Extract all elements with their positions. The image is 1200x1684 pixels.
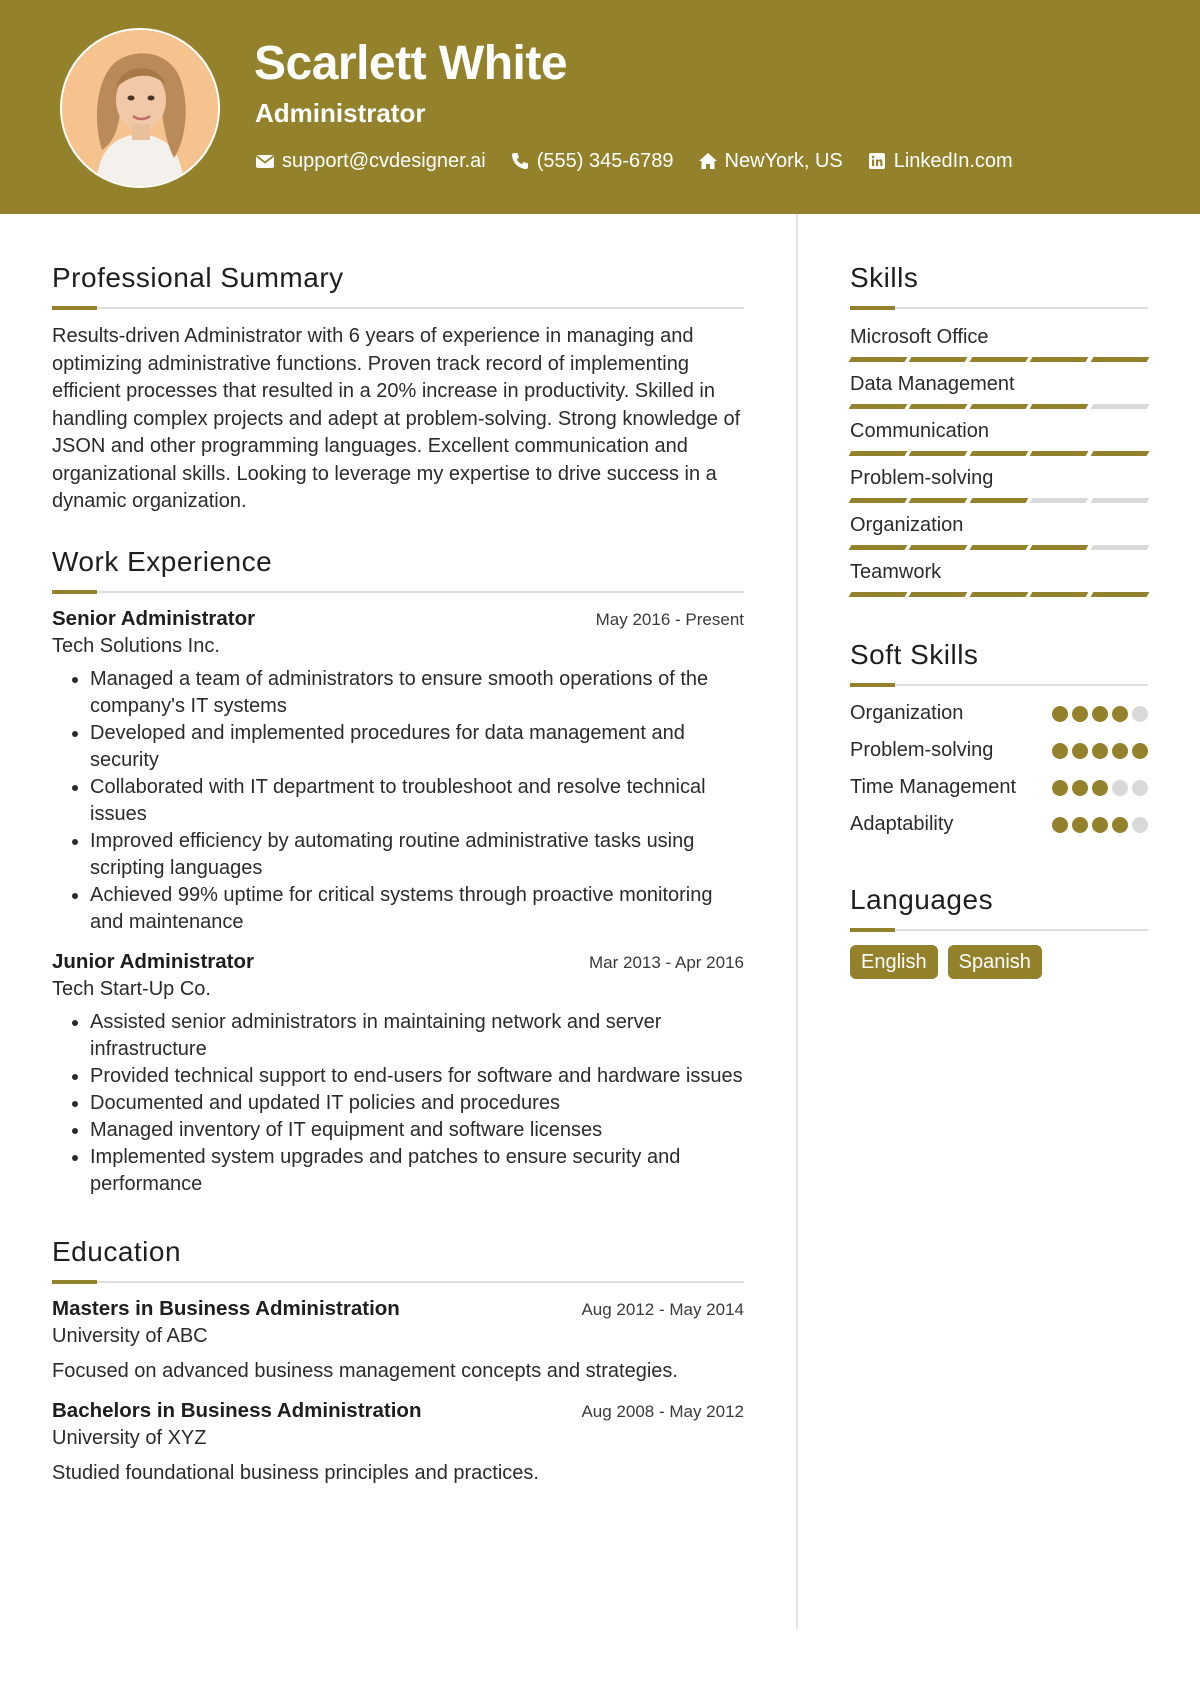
skill-level-segment	[909, 498, 968, 503]
skill-name: Communication	[850, 420, 989, 442]
job-company: Tech Solutions Inc.	[52, 634, 220, 657]
languages-heading: Languages	[850, 884, 994, 915]
school-name: University of XYZ	[52, 1426, 207, 1449]
contact-email[interactable]	[255, 150, 486, 173]
skill-level-segment	[1030, 592, 1089, 597]
language-tag: English	[850, 945, 938, 979]
skill-level-segment	[969, 545, 1028, 550]
experience-heading: Work Experience	[52, 545, 273, 577]
job-bullet: • Developed and implemented procedures for data management and security	[90, 720, 744, 774]
skill-level-segment	[849, 404, 908, 409]
rating-dot	[1072, 817, 1088, 833]
skill-level-segment	[969, 592, 1028, 597]
skill-level-segment	[1090, 592, 1149, 597]
rating-dot	[1132, 780, 1148, 796]
soft-skill-rating	[1052, 737, 1148, 759]
degree-title: Masters in Business Administration	[52, 1296, 400, 1320]
skill-level-segment	[909, 592, 968, 597]
education-entry	[52, 1297, 744, 1385]
contact-email-text: support@cvdesigner.ai	[282, 149, 486, 172]
skill-name: Problem-solving	[850, 467, 994, 489]
rating-dot	[1132, 817, 1148, 833]
skill-level-segment	[1090, 404, 1149, 409]
soft-skill-rating	[1052, 700, 1148, 722]
education-section	[52, 1234, 744, 1487]
skills-section	[850, 260, 1148, 597]
envelope-icon	[255, 151, 275, 171]
skill-name: Teamwork	[850, 561, 942, 583]
soft-skill-item	[850, 700, 1148, 727]
soft-skills-list	[850, 700, 1148, 838]
rating-dot	[1052, 780, 1068, 796]
resume-header	[0, 0, 1200, 214]
skill-level-segment	[1090, 357, 1149, 362]
job-bullet: • Achieved 99% uptime for critical systems through proactive monitoring and maintenance	[90, 882, 744, 936]
rating-dot	[1092, 817, 1108, 833]
rating-dot	[1072, 780, 1088, 796]
skill-level-bar	[850, 592, 1148, 597]
rating-dot	[1052, 706, 1068, 722]
soft-skill-item	[850, 774, 1148, 801]
section-rule	[850, 928, 1148, 931]
soft-skill-name: Adaptability	[850, 813, 954, 835]
soft-skill-item	[850, 811, 1148, 838]
skill-level-segment	[909, 357, 968, 362]
rating-dot	[1072, 706, 1088, 722]
skill-level-segment	[849, 498, 908, 503]
soft-skill-name: Organization	[850, 702, 964, 724]
contact-linkedin-text: LinkedIn.com	[893, 149, 1013, 172]
soft-skill-item	[850, 737, 1148, 764]
soft-skills-heading: Soft Skills	[850, 639, 979, 670]
language-tag: Spanish	[948, 945, 1042, 979]
skill-level-segment	[1030, 357, 1089, 362]
skill-level-segment	[849, 592, 908, 597]
skill-item	[850, 370, 1148, 409]
skill-name: Data Management	[850, 373, 1015, 395]
main-column	[52, 260, 744, 1487]
skill-level-segment	[969, 404, 1028, 409]
side-column	[850, 260, 1148, 979]
skill-level-segment	[969, 498, 1028, 503]
contact-location	[698, 150, 843, 173]
experience-section	[52, 544, 744, 1198]
skills-list	[850, 323, 1148, 597]
soft-skill-rating	[1052, 811, 1148, 833]
job-bullets	[52, 666, 744, 936]
soft-skill-rating	[1052, 774, 1148, 796]
education-description: Studied foundational business principles and practices.	[52, 1461, 539, 1484]
skills-heading: Skills	[850, 262, 919, 293]
rating-dot	[1132, 743, 1148, 759]
skill-level-segment	[1030, 498, 1089, 503]
skill-level-segment	[969, 357, 1028, 362]
education-date: Aug 2008 - May 2012	[581, 1401, 744, 1421]
contact-linkedin[interactable]	[867, 150, 1013, 173]
rating-dot	[1092, 743, 1108, 759]
skill-level-segment	[1090, 498, 1149, 503]
skill-level-bar	[850, 357, 1148, 362]
skill-name: Organization	[850, 514, 964, 536]
skill-level-bar	[850, 545, 1148, 550]
languages-list	[850, 945, 1148, 979]
rating-dot	[1072, 743, 1088, 759]
portrait-image	[62, 30, 218, 186]
contact-phone[interactable]	[510, 150, 674, 173]
section-rule	[52, 1280, 744, 1283]
linkedin-icon	[867, 151, 887, 171]
section-rule	[850, 306, 1148, 309]
degree-title: Bachelors in Business Administration	[52, 1398, 422, 1422]
rating-dot	[1052, 743, 1068, 759]
rating-dot	[1112, 706, 1128, 722]
rating-dot	[1092, 706, 1108, 722]
job-entry	[52, 607, 744, 936]
skill-level-segment	[1030, 451, 1089, 456]
skill-item	[850, 511, 1148, 550]
job-bullet: • Provided technical support to end-users for software and hardware issues	[90, 1063, 744, 1090]
education-description: Focused on advanced business management concepts and strategies.	[52, 1359, 678, 1382]
job-bullet: • Implemented system upgrades and patches to ensure security and performance	[90, 1144, 744, 1198]
skill-level-segment	[969, 451, 1028, 456]
summary-heading: Professional Summary	[52, 262, 344, 293]
languages-section	[850, 882, 1148, 979]
contact-phone-text: (555) 345-6789	[536, 149, 674, 172]
job-date: Mar 2013 - Apr 2016	[589, 952, 744, 972]
job-entry	[52, 950, 744, 1198]
skill-level-segment	[1030, 404, 1089, 409]
rating-dot	[1092, 780, 1108, 796]
skill-item	[850, 558, 1148, 597]
skill-level-bar	[850, 498, 1148, 503]
contact-bar	[255, 146, 1037, 176]
section-rule	[850, 683, 1148, 686]
rating-dot	[1112, 743, 1128, 759]
school-name: University of ABC	[52, 1324, 208, 1347]
skill-level-segment	[1090, 545, 1149, 550]
job-bullet: • Managed inventory of IT equipment and software licenses	[90, 1117, 744, 1144]
candidate-name: Scarlett White	[254, 37, 568, 90]
job-bullet: • Collaborated with IT department to troubleshoot and resolve technical issues	[90, 774, 744, 828]
skill-level-segment	[849, 357, 908, 362]
section-rule	[52, 306, 744, 309]
skill-level-segment	[909, 451, 968, 456]
job-bullet: • Documented and updated IT policies and procedures	[90, 1090, 744, 1117]
job-bullet: • Improved efficiency by automating routine administrative tasks using scripting languages	[90, 828, 744, 882]
education-heading: Education	[52, 1235, 182, 1267]
job-bullets	[52, 1009, 744, 1198]
job-company: Tech Start-Up Co.	[52, 977, 211, 1000]
skill-level-bar	[850, 404, 1148, 409]
skill-level-segment	[1090, 451, 1149, 456]
rating-dot	[1112, 817, 1128, 833]
job-title: Senior Administrator	[52, 606, 256, 630]
skill-level-segment	[849, 545, 908, 550]
summary-section	[52, 260, 744, 516]
candidate-title: Administrator	[255, 98, 426, 128]
contact-location-text: NewYork, US	[724, 149, 843, 172]
soft-skill-name: Time Management	[850, 776, 1016, 798]
skill-item	[850, 464, 1148, 503]
job-date: May 2016 - Present	[595, 609, 744, 629]
skill-level-segment	[909, 404, 968, 409]
summary-text: Results-driven Administrator with 6 years of experience in managing and optimizing administrative functions. Proven track record of implementing efficient processes that resulted in a 20% increase in productivity. Skilled in handling complex projects and adept at problem-solving. Strong knowledge of JSON and other programming languages. Excellent communication and organizational skills. Looking to leverage my expertise to drive success in a dynamic organization.	[52, 325, 741, 512]
education-date: Aug 2012 - May 2014	[581, 1299, 744, 1319]
phone-icon	[510, 151, 530, 171]
education-entry	[52, 1399, 744, 1487]
skill-level-segment	[1030, 545, 1089, 550]
rating-dot	[1132, 706, 1148, 722]
skill-level-segment	[909, 545, 968, 550]
job-bullet: • Assisted senior administrators in maintaining network and server infrastructure	[90, 1009, 744, 1063]
rating-dot	[1052, 817, 1068, 833]
skill-item	[850, 417, 1148, 456]
skill-name: Microsoft Office	[850, 326, 989, 348]
job-title: Junior Administrator	[52, 949, 254, 973]
skill-level-segment	[849, 451, 908, 456]
profile-photo	[60, 28, 220, 188]
rating-dot	[1112, 780, 1128, 796]
home-icon	[698, 151, 718, 171]
section-rule	[52, 590, 744, 593]
column-divider	[796, 214, 798, 1629]
soft-skill-name: Problem-solving	[850, 739, 994, 761]
job-bullet: • Managed a team of administrators to ensure smooth operations of the company's IT systems	[90, 666, 744, 720]
skill-item	[850, 323, 1148, 362]
skill-level-bar	[850, 451, 1148, 456]
soft-skills-section	[850, 637, 1148, 838]
